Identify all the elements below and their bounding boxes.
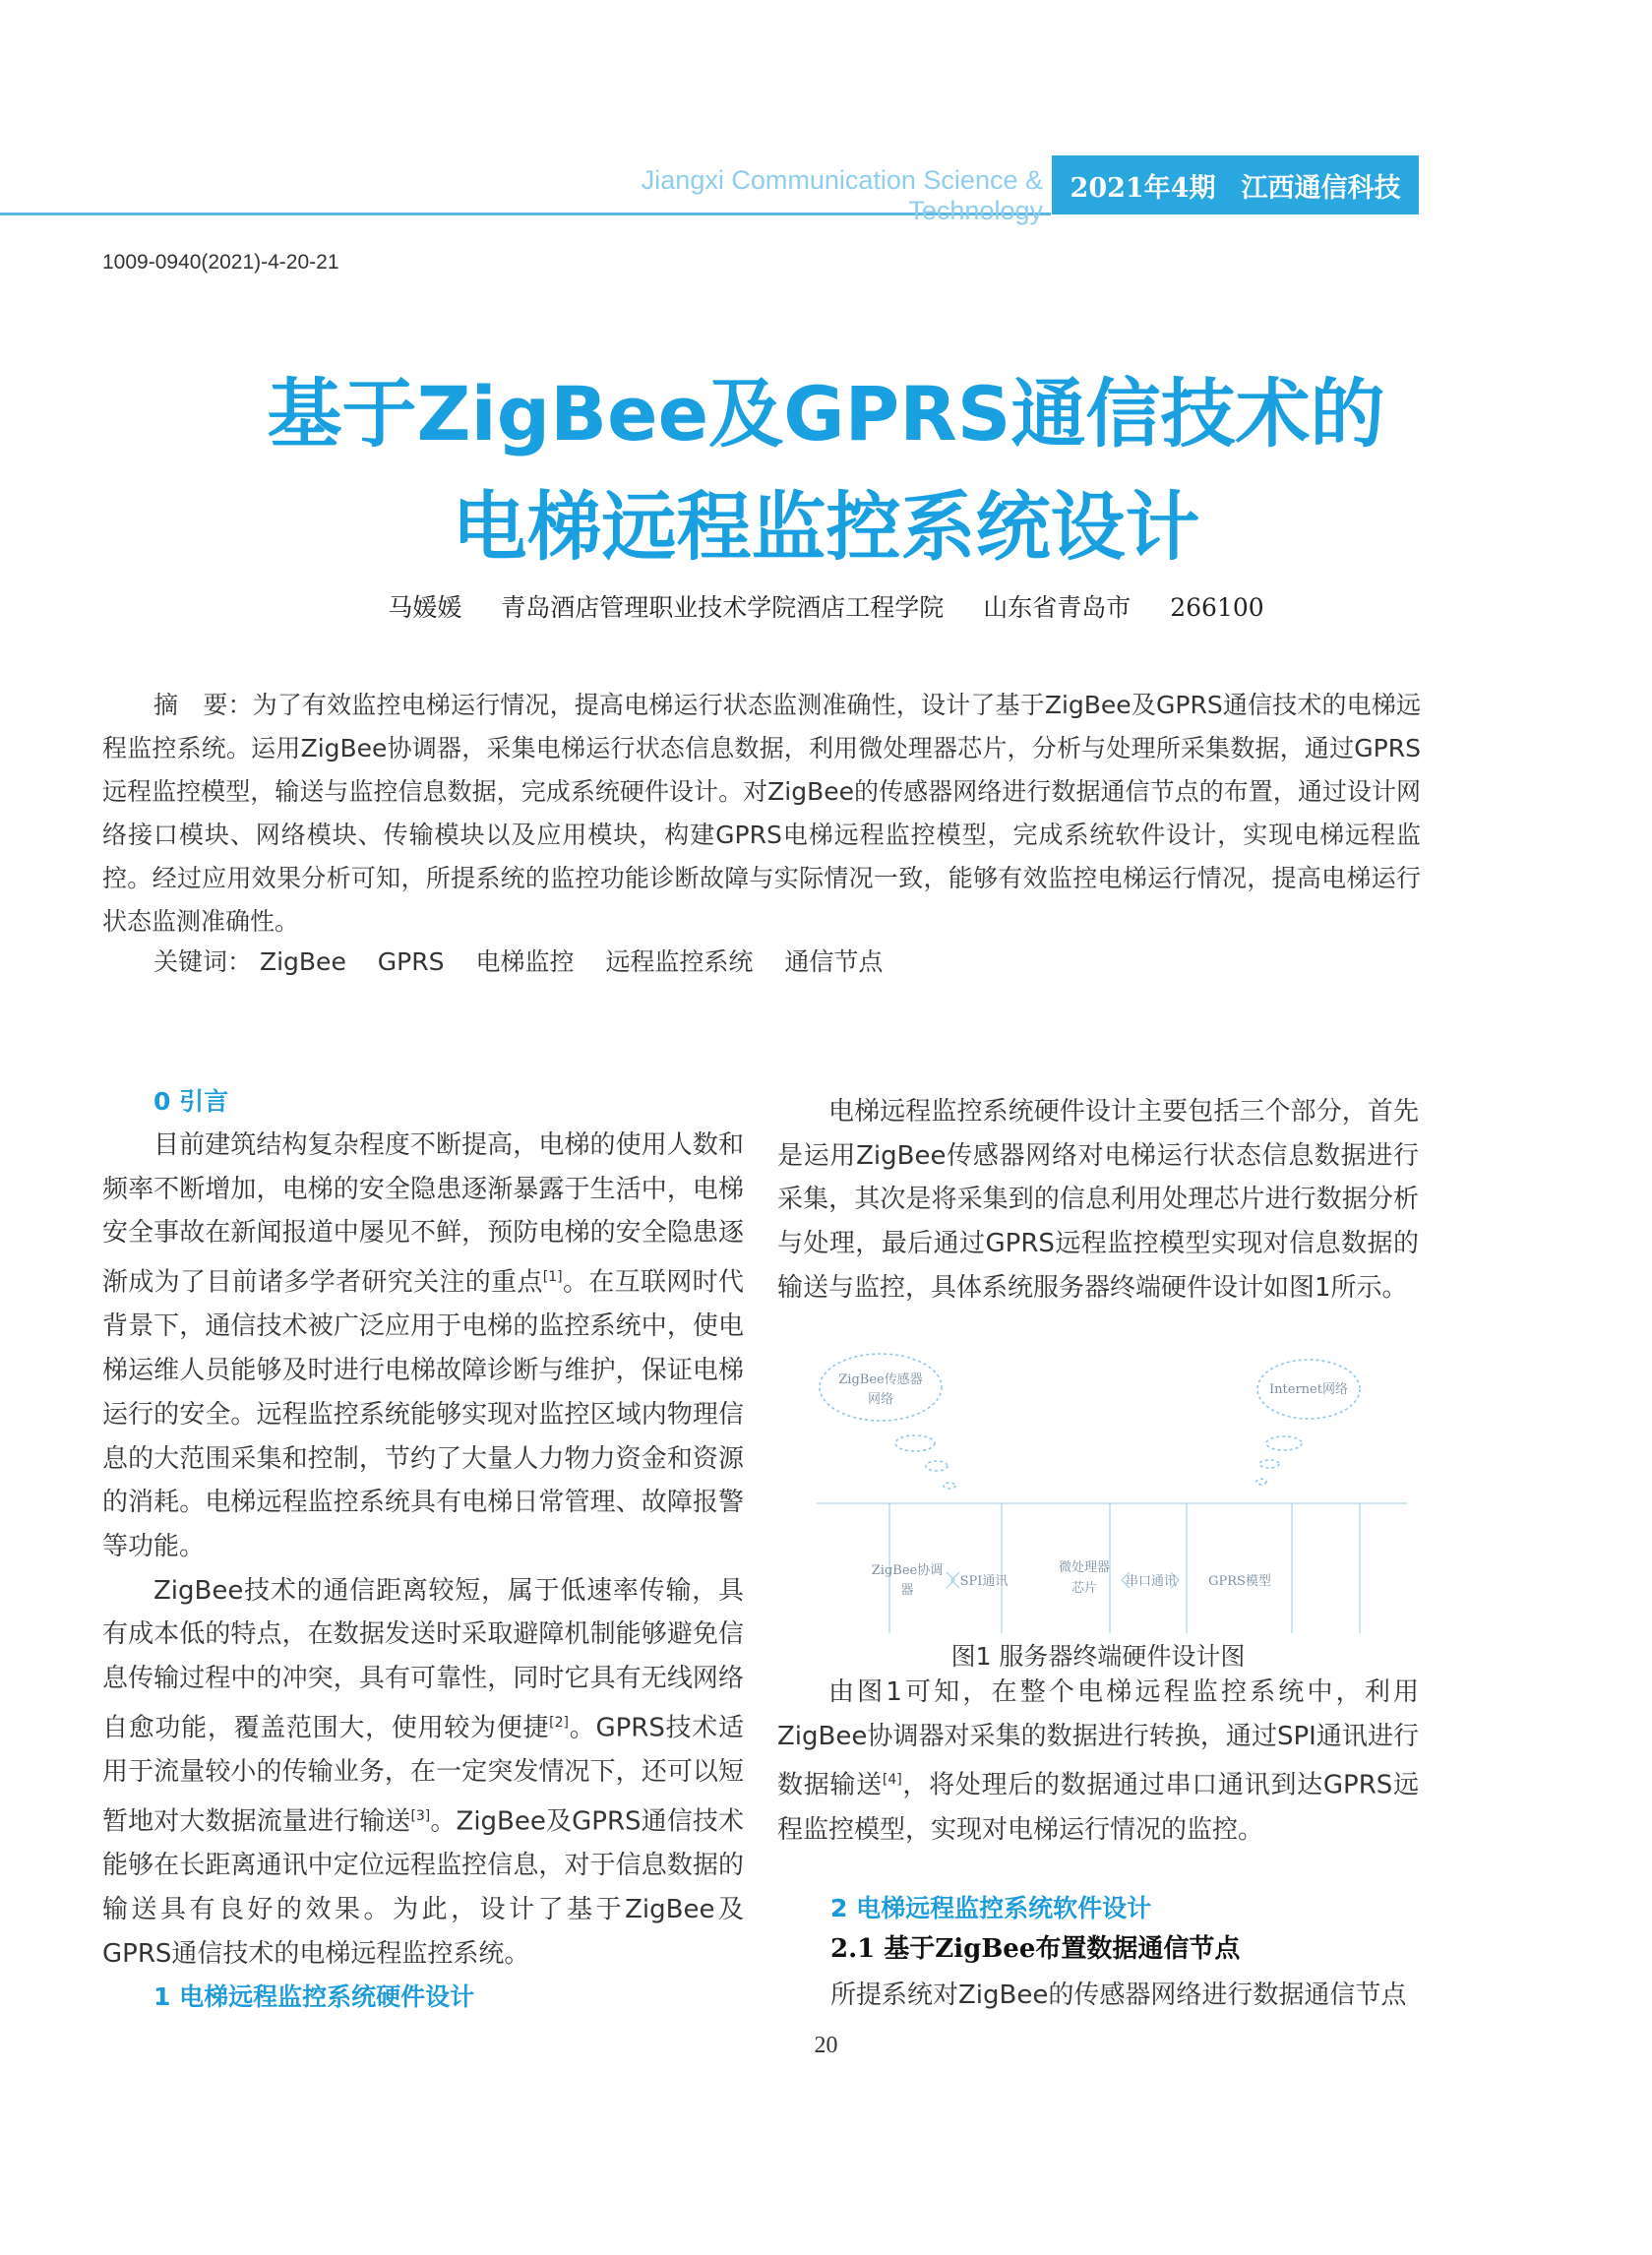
- citation: [2]: [549, 1714, 570, 1731]
- gprs-model-label: GPRS模型: [1208, 1574, 1271, 1589]
- processor-label-1: 微处理器: [1058, 1560, 1111, 1575]
- cloud-left-label-1: ZigBee传感器: [838, 1372, 923, 1387]
- cloud-left-label-2: 网络: [867, 1392, 894, 1407]
- intro-paragraph-2: ZigBee技术的通信距离较短，属于低速率传输，具有成本低的特点，在数据发送时采取避障机制能够避免信息传输过程中的冲突，具有可靠性，同时它具有无线网络自愈功能，覆盖范围大，使用较为便捷[2]。GPRS技术适用于流量较小的传输业务，在一定突发情况下，还可以短暂地对大数据流量进行输送[3]。ZigBee及GPRS通信技术能够在长距离通讯中定位远程监控信息，对于信息数据的输送具有良好的效果。为此，设计了基于ZigBee及GPRS通信技术的电梯远程监控系统。: [102, 1575, 744, 1969]
- arrow-left-head: [947, 1572, 954, 1588]
- keyword-item: 电梯监控: [475, 947, 575, 976]
- journal-issue-box: [1052, 155, 1419, 214]
- right-column-bottom: [777, 1671, 1419, 1852]
- author-name: 马媛媛: [388, 593, 462, 622]
- author-affiliation: 青岛酒店管理职业技术学院酒店工程学院: [501, 593, 945, 622]
- hardware-design-figure: [817, 1348, 1407, 1635]
- citation: [3]: [410, 1807, 431, 1824]
- left-column: [102, 1124, 744, 1976]
- citation: [4]: [882, 1772, 902, 1789]
- keyword-item: GPRS: [377, 947, 445, 976]
- section-2-1-paragraph: 所提系统对ZigBee的传感器网络进行数据通信节点: [830, 1981, 1407, 2010]
- keyword-item: ZigBee: [259, 947, 346, 976]
- keywords: [153, 943, 906, 978]
- citation: [1]: [542, 1269, 563, 1286]
- right-column-top: [777, 1090, 1419, 1310]
- author-location: 山东省青岛市: [983, 593, 1132, 622]
- keyword-item: 远程监控系统: [605, 947, 754, 976]
- keywords-label: 关键词：: [153, 947, 253, 976]
- issue-label: 2021年4期: [1070, 172, 1216, 204]
- abstract-label: 摘 要：: [153, 691, 253, 719]
- serial-label: 串口通讯: [1125, 1574, 1178, 1589]
- journal-english-name: Jiangxi Communication Science & Technology: [641, 165, 1043, 225]
- coordinator-label-1: ZigBee协调: [871, 1563, 944, 1578]
- abstract-text: 为了有效监控电梯运行情况，提高电梯运行状态监测准确性，设计了基于ZigBee及GPRS通信技术的电梯远程监控系统。运用ZigBee协调器，采集电梯运行状态信息数据，利用微处理器芯片，分析与处理所采集数据，通过GPRS远程监控模型，输送与监控信息数据，完成系统硬件设计。对ZigBee的传感器网络进行数据通信节点的布置，通过设计网络接口模块、网络模块、传输模块以及应用模块，构建GPRS电梯远程监控模型，完成系统软件设计，实现电梯远程监控。经过应用效果分析可知，所提系统的监控功能诊断故障与实际情况一致，能够有效监控电梯运行情况，提高电梯运行状态监测准确性。: [102, 691, 1421, 936]
- cloud-right-label: Internet网络: [1269, 1382, 1348, 1397]
- section-0-heading: 0 引言: [153, 1087, 229, 1116]
- hardware-paragraph: 电梯远程监控系统硬件设计主要包括三个部分，首先是运用ZigBee传感器网络对电梯运行状态信息数据进行采集，其次是将采集到的信息利用处理芯片进行数据分析与处理，最后通过GPRS远程监控模型实现对信息数据的输送与监控，具体系统服务器终端硬件设计如图1所示。: [777, 1097, 1419, 1303]
- section-2-heading: 2 电梯远程监控系统软件设计: [830, 1894, 1152, 1922]
- processor-label-2: 芯片: [1071, 1581, 1098, 1596]
- intro-paragraph-1: 目前建筑结构复杂程度不断提高，电梯的使用人数和频率不断增加，电梯的安全隐患逐渐暴露于生活中，电梯安全事故在新闻报道中屡见不鲜，预防电梯的安全隐患逐渐成为了目前诸多学者研究关注的重点[1]。在互联网时代背景下，通信技术被广泛应用于电梯的监控系统中，使电梯运维人员能够及时进行电梯故障诊断与维护，保证电梯运行的安全。远程监控系统能够实现对监控区域内物理信息的大范围采集和控制，节约了大量人力物力资金和资源的消耗。电梯远程监控系统具有电梯日常管理、故障报警等功能。: [102, 1130, 744, 1561]
- coordinator-label-2: 器: [900, 1583, 914, 1598]
- figure-caption: 图1 服务器终端硬件设计图: [950, 1642, 1246, 1671]
- journal-chinese-name: 江西通信科技: [1241, 172, 1401, 204]
- document-code: 1009-0940(2021)-4-20-21: [102, 251, 339, 274]
- figure-explanation-paragraph: 由图1可知，在整个电梯远程监控系统中，利用ZigBee协调器对采集的数据进行转换，通过SPI通讯进行数据输送[4]，将处理后的数据通过串口通讯到达GPRS远程监控模型，实现对电梯运行情况的监控。: [777, 1677, 1419, 1845]
- author-postcode: 266100: [1170, 593, 1264, 622]
- cloud-left: [820, 1354, 942, 1421]
- paper-title-line-1: 基于ZigBee及GPRS通信技术的: [267, 370, 1385, 457]
- section-1-heading: 1 电梯远程监控系统硬件设计: [153, 1982, 475, 2011]
- author-line: [0, 588, 1652, 624]
- abstract: [102, 684, 1421, 944]
- page-number: 20: [814, 2033, 838, 2058]
- spi-label: SPI通讯: [959, 1574, 1009, 1589]
- section-2-1-heading: 2.1 基于ZigBee布置数据通信节点: [830, 1934, 1241, 1964]
- paper-title-line-2: 电梯远程监控系统设计: [452, 483, 1200, 571]
- keyword-item: 通信节点: [784, 947, 884, 976]
